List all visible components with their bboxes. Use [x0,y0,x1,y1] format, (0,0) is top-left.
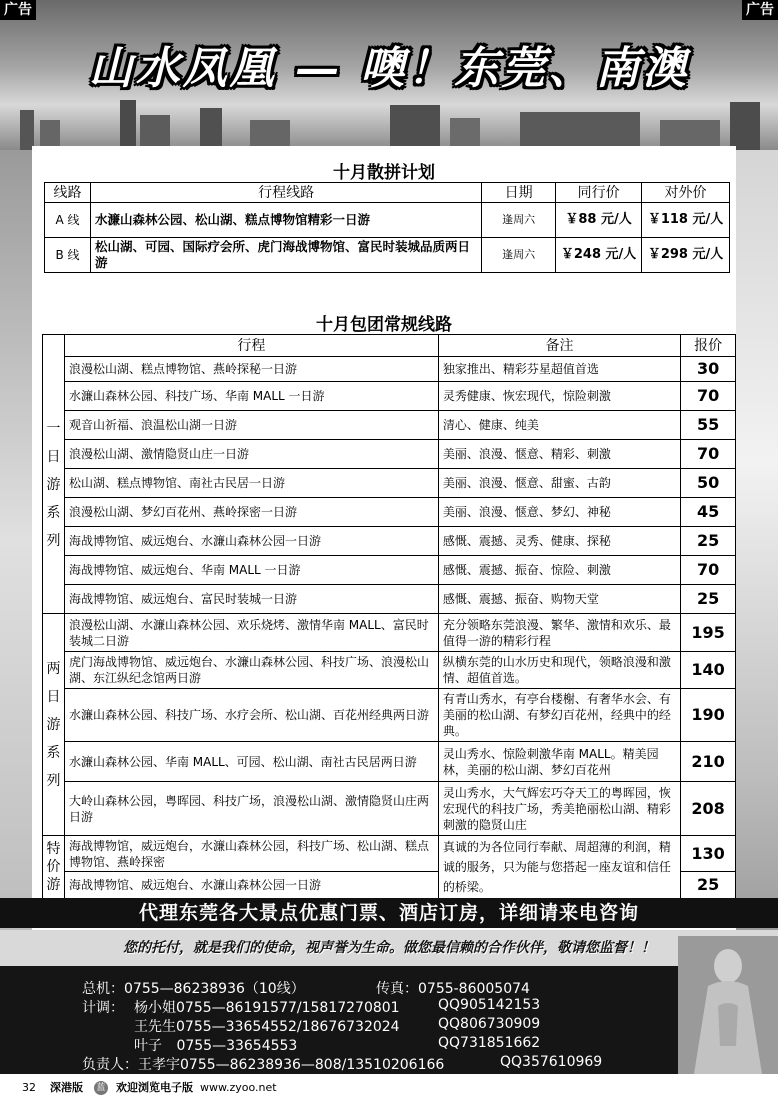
itinerary-cell: 海战博物馆、威远炮台、水濂山森林公园一日游 [64,527,438,556]
price-cell: 50 [681,469,736,498]
series-label: 特价游 [43,836,65,899]
table-row [43,689,736,742]
table-row [43,440,736,469]
table2-title: 十月包团常规线路 [316,315,452,335]
itinerary-cell: 水濂山森林公园、科技广场、华南 MALL 一日游 [64,382,438,411]
itinerary-cell: 虎门海战博物馆、威远炮台、水濂山森林公园、科技广场、浪漫松山湖、东江纵纪念馆两日游 [64,652,438,689]
note-cell: 美丽、浪漫、惬意、甜蜜、古韵 [438,469,680,498]
price-cell: 45 [681,498,736,527]
scheduled-tours-table [44,182,730,273]
table1-header: 同行价 [556,183,642,203]
table-row [45,238,730,273]
table-row [43,469,736,498]
price-cell: 208 [681,782,736,836]
note-cell: 美丽、浪漫、惬意、精彩、刺激 [438,440,680,469]
itinerary-cell: 浪漫松山湖、水濂山森林公园、欢乐烧烤、激情华南 MALL、富民时装城二日游 [64,614,438,652]
dispatcher-name: 杨小姐 [134,1000,176,1016]
headline: 山水凤凰 — 噢！东莞、南澳 [88,43,690,94]
dispatcher-qq: QQ905142153 [438,997,541,1013]
itinerary-cell: 水濂山森林公园、科技广场、水疗会所、松山湖、百花州经典两日游 [64,689,438,742]
dispatcher-phone: 0755—33654552/18676732024 [176,1019,400,1035]
price-cell: 70 [681,440,736,469]
main-panel [32,146,736,894]
note-cell: 感慨、震撼、振奋、购物天堂 [438,585,680,614]
table-row [43,585,736,614]
manager-contact: 王孝宇0755—86238936—808/13510206166 [138,1057,445,1073]
note-cell: 美丽、浪漫、惬意、梦幻、神秘 [438,498,680,527]
right-background-strip [736,150,778,930]
itinerary-cell: 大岭山森林公园，粤晖园、科技广场，浪漫松山湖、激情隐贤山庄两日游 [64,782,438,836]
table-row [43,652,736,689]
table1-header: 日期 [482,183,556,203]
price-cell: 55 [681,411,736,440]
dispatcher-row [134,997,400,1017]
table-row [43,614,736,652]
series-label: 一日游系列 [43,357,65,614]
price-cell: 70 [681,382,736,411]
table1-header: 行程线路 [90,183,481,203]
itinerary-cell: 海战博物馆，威远炮台，水濂山森林公园，科技广场、松山湖、糕点博物馆、燕岭探密 [64,836,438,872]
itinerary-cell: 海战博物馆、威远炮台、富民时装城一日游 [64,585,438,614]
itinerary-cell: 海战博物馆、威远炮台、水濂山森林公园一日游 [64,872,438,899]
itinerary-cell: 海战博物馆、威远炮台、华南 MALL 一日游 [64,556,438,585]
price-cell: 130 [681,836,736,872]
route-cell: 水濂山森林公园、松山湖、糕点博物馆精彩一日游 [90,203,481,238]
fax-row [376,978,530,998]
table2-header: 行程 [64,335,438,357]
note-cell: 纵横东莞的山水历史和现代，领略浪漫和激情、超值首选。 [438,652,680,689]
itinerary-cell: 松山湖、糕点博物馆、南社古民居一日游 [64,469,438,498]
ad-label-right: 广告 [742,0,778,20]
fax-label: 传真： [376,981,418,997]
table-row [43,556,736,585]
dispatcher-row [134,1016,400,1036]
table2-header: 报价 [681,335,736,357]
dispatcher-qq: QQ806730909 [438,1016,541,1032]
date-cell: 逢周六 [482,238,556,273]
note-cell: 独家推出、精彩芬星超值首选 [438,357,680,382]
manager-label: 负责人： [82,1057,138,1073]
note-cell: 灵秀健康、恢宏现代，惊险刺激 [438,382,680,411]
line-cell: B 线 [45,238,91,273]
guanyin-statue-image [678,936,778,1074]
price-cell: 190 [681,689,736,742]
brand-logo-icon: 蓝 [94,1081,108,1095]
dispatch-label: 计调： [82,1000,124,1016]
itinerary-cell: 观音山祈福、浪温松山湖一日游 [64,411,438,440]
price-cell: 195 [681,614,736,652]
dispatcher-qq: QQ731851662 [438,1035,541,1051]
group-tours-table [42,334,736,899]
table1-header: 对外价 [642,183,730,203]
public-price-cell: ￥298 元/人 [642,238,730,273]
table-row [43,357,736,382]
note-cell: 充分领略东莞浪漫、繁华、激情和欢乐、最值得一游的精彩行程 [438,614,680,652]
price-cell: 25 [681,872,736,899]
price-cell: 140 [681,652,736,689]
manager-row [82,1054,444,1074]
itinerary-cell: 浪漫松山湖、激情隐贤山庄一日游 [64,440,438,469]
slogan: 您的托付，就是我们的使命，视声誉为生命。做您最信赖的合作伙伴，敬请您监督！！ [0,930,778,966]
main-phone: 0755—86238936（10线） [124,981,305,997]
price-cell: 30 [681,357,736,382]
dispatcher-name: 叶子 [134,1038,162,1054]
left-background-strip [0,150,32,930]
series-label: 两日游系列 [43,614,65,836]
note-cell: 有青山秀水，有亭台楼榭、有奢华水会、有美丽的松山湖、有梦幻百花州，经典中的经典。 [438,689,680,742]
price-cell: 25 [681,527,736,556]
fax-number: 0755-86005074 [418,981,530,997]
table2-corner [43,335,65,357]
itinerary-cell: 浪漫松山湖、糕点博物馆、燕岭探秘一日游 [64,357,438,382]
table1-header: 线路 [45,183,91,203]
itinerary-cell: 水濂山森林公园、华南 MALL、可园、松山湖、南社古民居两日游 [64,742,438,782]
table1-title: 十月散拼计划 [333,163,435,183]
price-cell: 70 [681,556,736,585]
table-row [43,382,736,411]
main-phone-row [82,978,305,998]
table-row [43,411,736,440]
note-cell: 灵山秀水，大气辉宏巧夺天工的粤晖园，恢宏现代的科技广场，秀美艳丽松山湖、精彩刺激的隐贤山庄 [438,782,680,836]
edition-label: 深港版 [50,1081,83,1094]
peer-price-cell: ￥88 元/人 [556,203,642,238]
note-cell: 真诚的为各位同行奉献、周超薄的利润，精诚的服务，只为能与您搭起一座友谊和信任的桥梁。 [438,836,680,899]
service-banner: 代理东莞各大景点优惠门票、酒店订房，详细请来电咨询 [0,898,778,928]
dispatcher-name: 王先生 [134,1019,176,1035]
price-cell: 25 [681,585,736,614]
manager-qq: QQ357610969 [500,1054,603,1070]
dispatcher-phone: 0755—86191577/15817270801 [176,1000,400,1016]
note-cell: 灵山秀水、惊险刺激华南 MALL。精美园林，美丽的松山湖、梦幻百花州 [438,742,680,782]
route-cell: 松山湖、可园、国际疗会所、虎门海战博物馆、富民时装城品质两日游 [90,238,481,273]
page-footer [0,1076,778,1100]
dispatcher-phone: 0755—33654553 [176,1038,298,1054]
table-row [43,836,736,872]
page-number: 32 [22,1081,36,1094]
table-row [43,782,736,836]
price-cell: 210 [681,742,736,782]
city-skyline-image [0,90,778,150]
dispatcher-row [134,1035,297,1055]
table2-header: 备注 [438,335,680,357]
contact-panel [0,966,778,1074]
itinerary-cell: 浪漫松山湖、梦幻百花州、燕岭探密一日游 [64,498,438,527]
note-cell: 感慨、震撼、振奋、惊险、刺激 [438,556,680,585]
public-price-cell: ￥118 元/人 [642,203,730,238]
footer-text: 欢迎浏览电子版 [116,1081,193,1094]
table-row [43,498,736,527]
table-row [45,203,730,238]
footer-url[interactable]: www.zyoo.net [200,1081,277,1094]
line-cell: A 线 [45,203,91,238]
ad-label-left: 广告 [0,0,36,20]
date-cell: 逢周六 [482,203,556,238]
note-cell: 感慨、震撼、灵秀、健康、探秘 [438,527,680,556]
table-row [43,527,736,556]
table-row [43,742,736,782]
hero-banner [0,0,778,150]
main-phone-label: 总机： [82,981,124,997]
note-cell: 清心、健康、纯美 [438,411,680,440]
peer-price-cell: ￥248 元/人 [556,238,642,273]
